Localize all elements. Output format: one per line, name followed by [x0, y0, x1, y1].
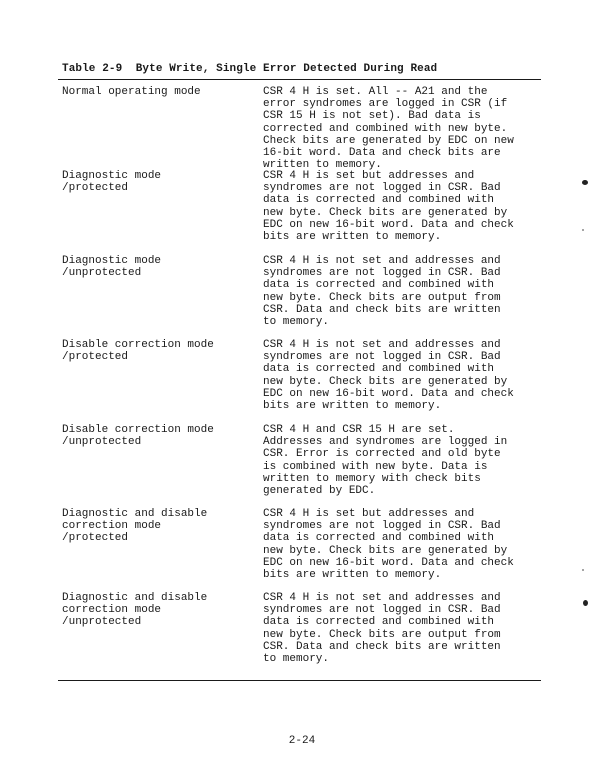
row-mode-label: Normal operating mode [62, 86, 201, 98]
table-row [62, 508, 542, 592]
row-mode-label: Diagnostic and disable correction mode /unprotected [62, 592, 208, 629]
table-row [62, 170, 542, 255]
row-mode-label: Diagnostic and disable correction mode /protected [62, 508, 208, 545]
row-description: CSR 4 H is set but addresses and syndromes are not logged in CSR. Bad data is corrected and combined with new byte. Check bits are generated by EDC on new 16-bit word. Data and check bits are written to memory. [263, 170, 514, 244]
table-title: Table 2-9 Byte Write, Single Error Detected During Read [62, 63, 438, 75]
table-row [62, 339, 542, 424]
row-mode-label: Diagnostic mode /unprotected [62, 255, 162, 280]
scan-speck [583, 600, 588, 606]
row-mode-label: Diagnostic mode /protected [62, 170, 162, 195]
table-row [62, 86, 542, 170]
scan-speck [582, 229, 584, 231]
row-description: CSR 4 H is not set and addresses and syndromes are not logged in CSR. Bad data is corrected and combined with new byte. Check bits are output from CSR. Data and check bits are written to memory. [263, 255, 501, 329]
row-mode-label: Disable correction mode /unprotected [62, 424, 214, 449]
scan-speck [582, 569, 584, 571]
table-row [62, 592, 542, 676]
row-description: CSR 4 H is set but addresses and syndromes are not logged in CSR. Bad data is corrected and combined with new byte. Check bits are generated by EDC on new 16-bit word. Data and check bits are written to memory. [263, 508, 514, 582]
row-description: CSR 4 H is not set and addresses and syndromes are not logged in CSR. Bad data is corrected and combined with new byte. Check bits are output from CSR. Data and check bits are written to memory. [263, 592, 501, 666]
row-description: CSR 4 H is not set and addresses and syndromes are not logged in CSR. Bad data is corrected and combined with new byte. Check bits are generated by EDC on new 16-bit word. Data and check bits are written to memory. [263, 339, 514, 413]
table-top-rule [58, 79, 541, 80]
page-number: 2-24 [288, 735, 316, 747]
row-description: CSR 4 H and CSR 15 H are set. Addresses and syndromes are logged in CSR. Error is corrected and old byte is combined with new byte. Data is written to memory with check bits generated by EDC. [263, 424, 508, 498]
row-mode-label: Disable correction mode /protected [62, 339, 214, 364]
scan-speck [582, 180, 588, 185]
row-description: CSR 4 H is set. All -- A21 and the error syndromes are logged in CSR (if CSR 15 H is not set). Bad data is corrected and combined with new byte. Check bits are generated by EDC on new 16-bit word. Data and check bits are written to memory. [263, 86, 514, 172]
table-row [62, 255, 542, 339]
table-row [62, 424, 542, 508]
table-bottom-rule [58, 680, 541, 681]
table-body [62, 86, 542, 676]
